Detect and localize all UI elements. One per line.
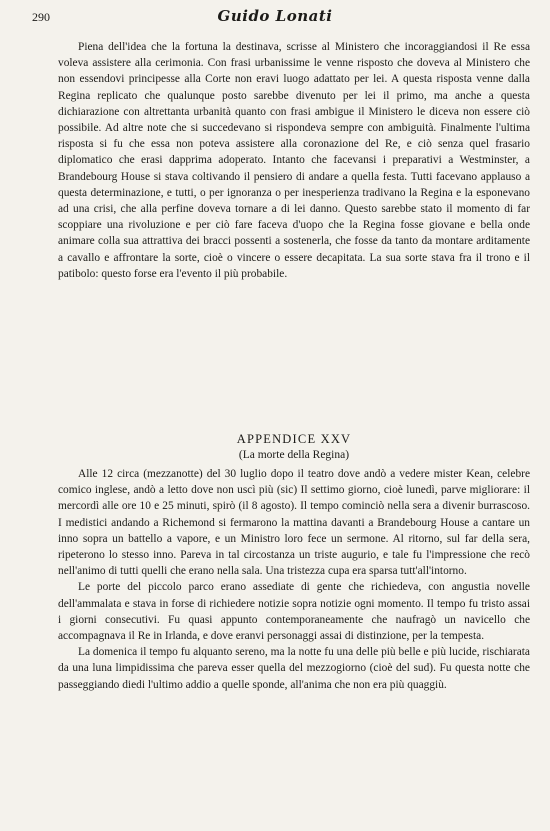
appendix-text-block <box>58 466 530 693</box>
paragraph: Piena dell'idea che la fortuna la destinava, scrisse al Ministero che incoraggiandosi il Re essa voleva assistere alla cerimonia. Con frasi urbanissime le venne risposto che doveva al Ministero che non essendovi principesse alla Corte non eravi luogo adattato per lei. A questa risposta venne dalla Regina replicato che qualunque posto sarebbe divenuto per lei il primo, ma anche a questa dichiarazione con altrettanta urbanità quanto con frasi ambigue il Ministero le diceva non essere ciò possibile. Ad altre note che si succedevano si rispondeva sempre con ambiguità. Finalmente l'ultima risposta si fu che essa non poteva assistere alla coronazione del Re, e ciò senza quel frasario diplomatico che erasi dapprima adoperato. Intanto che facevansi i preparativi a Westminster, a Brandebourg House si stava coltivando il pensiero di andare a quella festa. Tutti facevano applauso a questa determinazione, e tutti, o per ignoranza o per inesperienza tradivano la Regina e la esponevano ad una crisi, che alla perfine doveva tornare a di lei danno. Questo sarebbe stato il momento di far scoppiare una rivoluzione e per ciò fare faceva d'uopo che la Regina fosse giovane e bella onde animare colla sua attrattiva dei bracci possenti a sostenerla, che fosse da tanto da montare arditamente a cavallo e affrontare la sorte, cioè o vincere o essere decapitata. La sua sorte stava fra il trono e il patibolo: questo forse era l'evento il più probabile. <box>58 41 530 280</box>
appendix-title: APPENDICE XXV <box>236 432 352 446</box>
paragraph: Alle 12 circa (mezzanotte) del 30 luglio dopo il teatro dove andò a vedere mister Kean, celebre comico inglese, andò a letto dove non uscì più (sic) Il settimo giorno, cioè lunedì, parve migliorare: il mercordì alle ore 10 e 25 minuti, spirò (il 8 agosto). Il tempo cominciò nella sera a divenir burrascoso. I medistici andando a Richemond si fermarono la mattina davanti a Brandebourg House a cantare un inno sopra un battello a vapore, e un Ministro loro fece un sermone. Al ritorno, sul far della sera, ripeterono lo stesso inno. Pareva in tal circostanza un triste augurio, e tale fu l'impressione che recò nell'animo di tutti quelli che erano nella sala. Una tristezza cupa era sparsa tutt'all'intorno. <box>58 468 530 578</box>
page-number: 290 <box>32 10 50 24</box>
main-text-block <box>58 39 530 282</box>
appendix-subtitle: (La morte della Regina) <box>238 449 350 461</box>
paragraph: La domenica il tempo fu alquanto sereno, ma la notte fu una delle più belle e più lucide, rischiarata da una luna limpidissima che pareva esser quella del mezzogiorno (cioè del sud). Fu questa notte che passeggiando diedi l'ultimo addio a quelle sponde, all'anima che non era più quaggiù. <box>58 646 530 691</box>
running-title: Guido Lonati <box>217 7 333 25</box>
paragraph: Le porte del piccolo parco erano assediate di gente che richiedeva, con angustia novelle dell'ammalata e stava in forse di richiedere notizie sopra notizie ogni momento. Il tempo fu tristo assai i giorni consecutivi. Fu quasi appunto contemporaneamente che naufragò un navicello che accompagnava il Re in Irlanda, e dove eranvi personaggi assai di distinzione, per la tempesta. <box>58 581 530 643</box>
running-head <box>28 6 522 30</box>
appendix-heading <box>58 431 530 463</box>
